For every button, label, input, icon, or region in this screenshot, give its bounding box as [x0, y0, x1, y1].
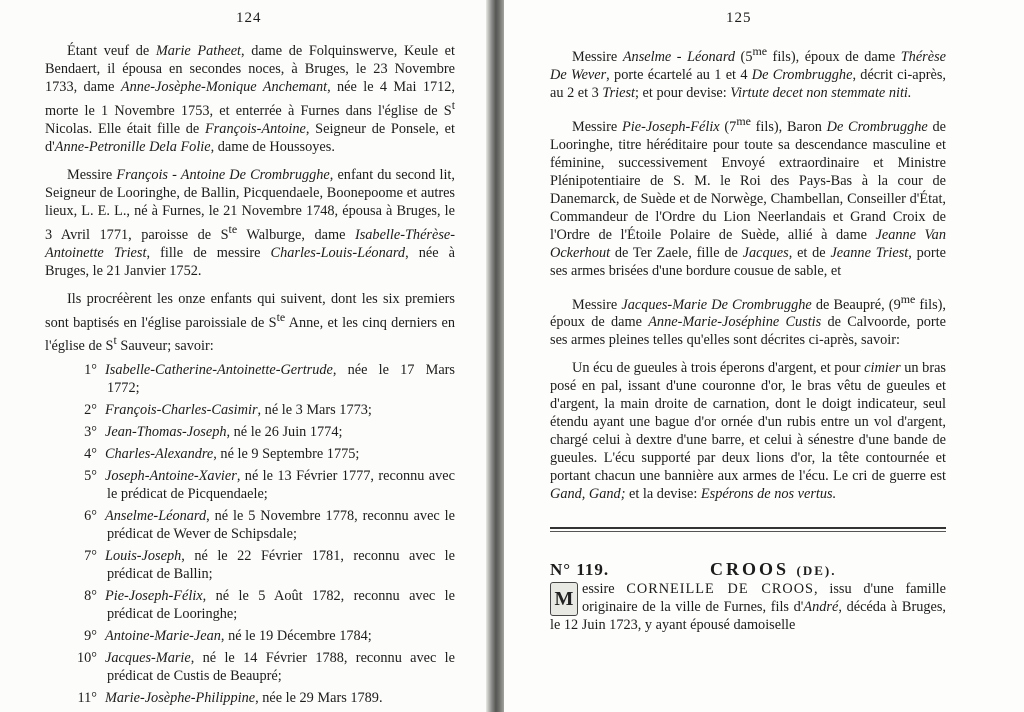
dropcap-ornament: M [550, 582, 578, 616]
list-item: 4° Charles-Alexandre, né le 9 Septembre 1775; [84, 446, 360, 463]
children-list [45, 361, 455, 707]
list-item: 10° Jacques-Marie, né le 14 Février 1788, reconnu avec le prédicat de Custis de Beaupré; [76, 650, 455, 685]
left-page [0, 0, 492, 712]
page-number: 125 [726, 10, 752, 26]
list-item: 2° François-Charles-Casimir, né le 3 Mars 1773; [84, 402, 372, 419]
page-number: 124 [236, 10, 262, 26]
list-item: 7° Louis-Joseph, né le 22 Février 1781, reconnu avec le prédicat de Ballin; [84, 548, 455, 583]
list-item: 9° Antoine-Marie-Jean, né le 19 Décembre 1784; [84, 628, 372, 645]
list-item: 11° Marie-Josèphe-Philippine, née le 29 Mars 1789. [77, 690, 383, 707]
section-title: CROOS (DE). [710, 559, 837, 580]
paragraph-anselme-leonard: Messire Anselme - Léonard ($5^{me}$ fils), époux de dame Thérèse De Wever, porte écartelé au 1 et 4 De Crombrugghe, décrit ci-après, au 2 et 3 Triest; et pour devise: Virtute decet non stemmate niti. [550, 44, 946, 101]
paragraph-pie-joseph-felix: Messire Pie-Joseph-Félix ($7^{me}$ fils), Baron De Crombrugghe de Looringhe, titre héréditaire pour toute sa descendance masculine et féminine, successivement Envoyé extraordinaire et Ministre Plénipotentiaire de S. M. le Roi des Pays-Bas à la cour de Danemarck, de Suède et de Norwège, Chambellan, Conseiller d'État, Commandeur de l'Ordre du Lion Neerlandais et Grand Croix de l'Ordre de l'Étoile Polaire de Suède, allié à dame Jeanne Van Ockerhout de Ter Zaele, fille de Jacques, et de Jeanne Triest, porte ses armes brisées d'une bordure cousue de sable, et [550, 113, 947, 279]
list-item: 6° Anselme-Léonard, né le 5 Novembre 1778, reconnu avec le prédicat de Wever de Schipsdale; [84, 508, 455, 543]
list-item: 3° Jean-Thomas-Joseph, né le 26 Juin 1774; [84, 424, 343, 441]
paragraph-francois-antoine: Messire François - Antoine De Crombrugghe, enfant du second lit, Seigneur de Looringhe, de Ballin, Picquendaele, Boonepoome et autres lieux, L. E. L., né à Furnes, le 21 Novembre 1748, épousa à Bruges, le 3 Avril 1771, paroisse de $S^{te}$ Walburge, dame Isabelle-Thérèse-Antoinette Triest, fille de messire Charles-Louis-Léonard, née à Bruges, le 21 Janvier 1752. [45, 166, 455, 279]
paragraph-blazon: Un écu de gueules à trois éperons d'argent, et pour cimier un bras posé en pal, issant d'une couronne d'or, le bras vêtu de gueules et d'argent, la main droite de carnation, dont le doigt indicateur, seul étendu ayant une bague d'or ornée d'un rubis entre un vol d'argent, chargé celui à dextre d'une barre, et celui à sénestre d'une bande de gueules. L'écu supporté par deux lions d'or, la tête contournée et portant chacun une bannière aux armes de l'écu. Le cri de guerre est Gand, Gand; et la devise: Espérons de nos vertus. [550, 360, 946, 503]
paragraph-first-marriage: Étant veuf de Marie Patheet, dame de Folquinswerve, Keule et Bendaert, il épousa en secondes noces, à Bruges, le 23 Novembre 1733, dame Anne-Josèphe-Monique Anchemant, née le 4 Mai 1712, morte le 1 Novembre 1753, et enterrée à Furnes dans l'église de $S^t$ Nicolas. Elle était fille de François-Antoine, Seigneur de Ponsele, et d'Anne-Petronille Dela Folie, dame de Houssoyes. [45, 43, 456, 155]
section-number: N° 119. [550, 560, 610, 580]
left-text-block [45, 42, 455, 711]
paragraph-jacques-marie: Messire Jacques-Marie De Crombrugghe de Beaupré, ($9^{me}$ fils), époux de dame Anne-Marie-Joséphine Custis de Calvoorde, porte ses armes pleines telles qu'elles sont décrites ci-après, savoir: [550, 291, 946, 349]
paragraph-eleven-children: Ils procréèrent les onze enfants qui suivent, dont les six premiers sont baptisés en l'église paroissiale de $S^{te}$ Anne, et les cinq derniers en l'église de $S^t$ Sauveur; savoir: [45, 290, 455, 355]
section-divider [550, 527, 946, 532]
right-page [504, 0, 1024, 712]
right-text-block [550, 42, 946, 634]
list-item: 8° Pie-Joseph-Félix, né le 5 Août 1782, reconnu avec le prédicat de Looringhe; [84, 588, 455, 623]
list-item: 1° Isabelle-Catherine-Antoinette-Gertrude, née le 17 Mars 1772; [84, 362, 455, 397]
section-heading [550, 560, 946, 580]
paragraph-corneille-de-croos: M essire CORNEILLE DE CROOS, issu d'une famille originaire de la ville de Furnes, fils d'André, décéda à Bruges, le 12 Juin 1723, y ayant épousé damoiselle [550, 581, 946, 634]
list-item: 5° Joseph-Antoine-Xavier, né le 13 Février 1777, reconnu avec le prédicat de Picquendaele; [84, 468, 455, 503]
